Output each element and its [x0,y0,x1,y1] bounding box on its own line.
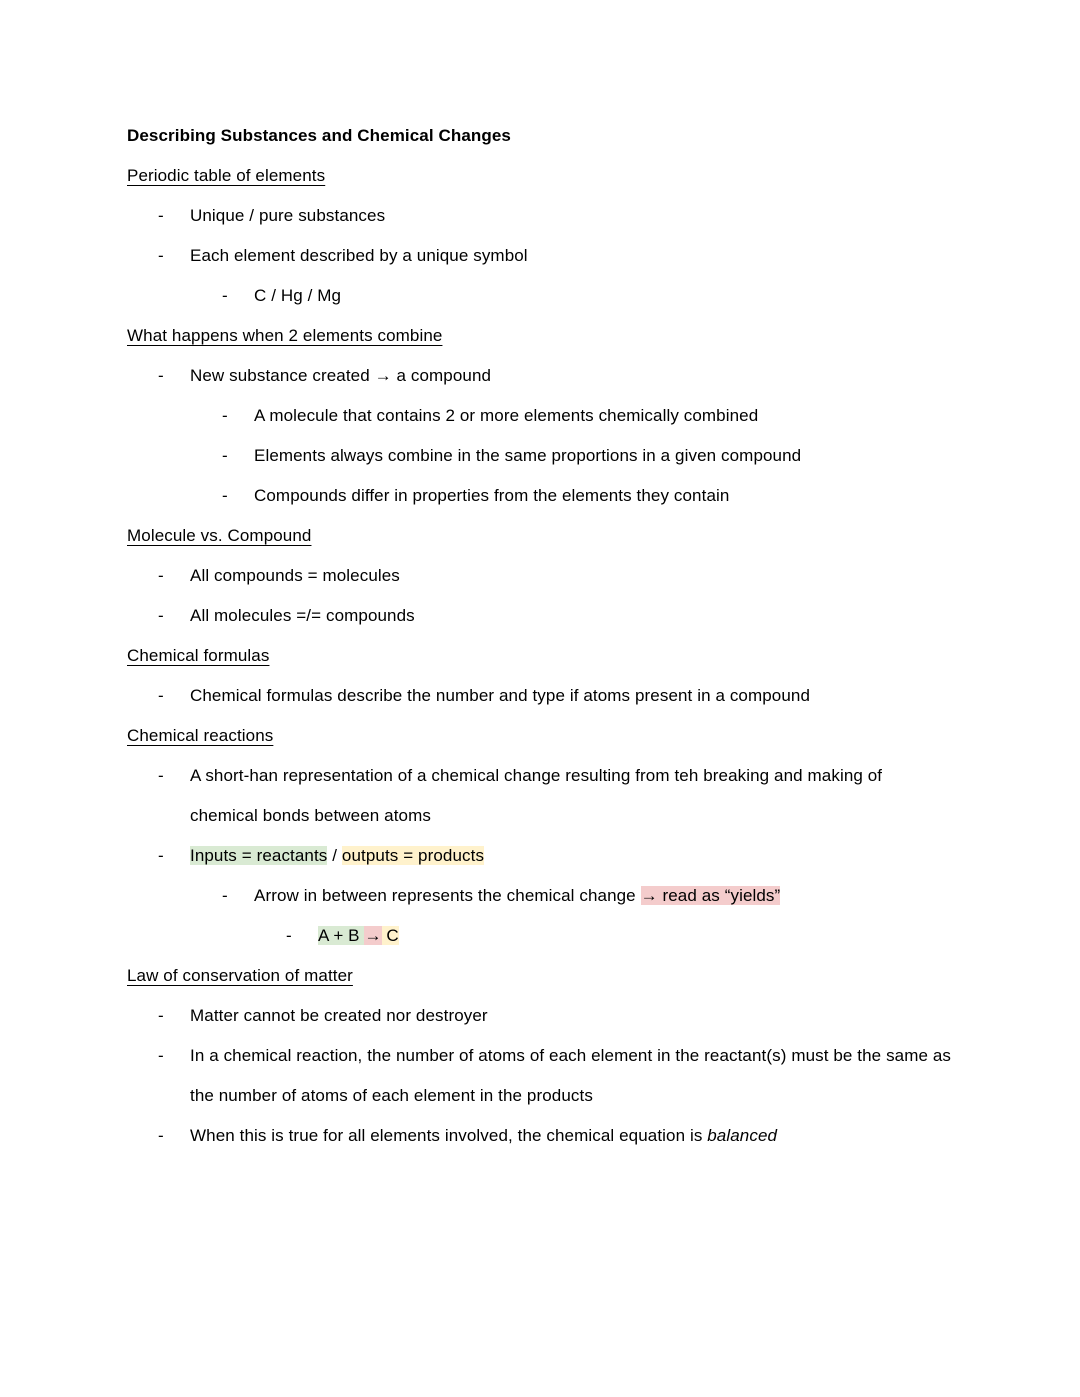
bullet-dash: - [222,486,228,505]
bullet-item [127,196,952,236]
bullet-dash: - [158,606,164,625]
section-heading [127,716,952,756]
bullet-dash: - [158,566,164,585]
text-segment: C / Hg / Mg [254,286,342,305]
bullet-item [127,356,952,396]
bullet-item [127,876,952,916]
bullet-item [127,276,952,316]
bullet-dash: - [158,366,164,385]
text-segment: Chemical formulas describe the number and type if atoms present in a compound [190,686,811,705]
bullet-item [127,916,952,956]
text-segment: Elements always combine in the same proportions in a given compound [254,446,802,465]
text-segment: Matter cannot be created nor destroyer [190,1006,488,1025]
text-run [190,836,952,876]
highlighted-text: → read as “yields” [640,886,781,905]
section-heading [127,316,952,356]
text-run [318,916,952,956]
bullet-dash: - [158,246,164,265]
text-run [254,396,952,436]
bullet-item [127,436,952,476]
section-heading [127,516,952,556]
document-title [127,116,952,156]
bullet-dash: - [222,286,228,305]
text-segment: / [327,846,342,865]
text-run [190,196,952,236]
bullet-dash: - [158,1126,164,1145]
text-segment: A molecule that contains 2 or more elements chemically combined [254,406,759,425]
text-run [190,596,952,636]
text-segment: All molecules =/= compounds [190,606,415,625]
text-segment: Periodic table of elements [127,166,326,185]
text-run [127,516,952,556]
text-segment: What happens when 2 elements combine [127,326,443,345]
section-heading [127,156,952,196]
text-run [127,116,952,156]
bullet-dash: - [222,446,228,465]
bullet-dash: - [158,686,164,705]
bullet-dash: - [158,846,164,865]
highlighted-text: C [381,926,399,945]
text-segment: Compounds differ in properties from the elements they contain [254,486,730,505]
text-segment: New substance created → a compound [190,366,492,385]
highlighted-text: outputs = products [341,846,485,865]
text-segment: When this is true for all elements involved, the chemical equation is [190,1126,708,1145]
bullet-item [127,1036,952,1116]
text-segment: In a chemical reaction, the number of atoms of each element in the reactant(s) must be the same as the number of atoms of each element in the products [190,1046,952,1105]
text-segment: Chemical formulas [127,646,270,665]
text-segment: Law of conservation of matter [127,966,353,985]
bullet-item [127,396,952,436]
text-run [190,236,952,276]
bullet-dash: - [222,406,228,425]
highlighted-text: Inputs = reactants [190,846,328,865]
bullet-item [127,996,952,1036]
text-segment: A short-han representation of a chemical change resulting from teh breaking and making of chemical bonds between atoms [190,766,883,825]
text-run [190,556,952,596]
bullet-dash: - [158,1046,164,1065]
text-run [190,1116,952,1156]
bullet-item [127,1116,952,1156]
text-run [127,316,952,356]
highlighted-text: A + B [318,926,365,945]
bullet-item [127,596,952,636]
text-run [190,756,952,836]
text-segment: Unique / pure substances [190,206,386,225]
text-run [127,636,952,676]
highlighted-text: → [364,926,382,945]
bullet-dash: - [158,206,164,225]
section-heading [127,956,952,996]
bullet-dash: - [158,1006,164,1025]
text-run [254,436,952,476]
text-segment: Chemical reactions [127,726,274,745]
bullet-item [127,676,952,716]
bullet-dash: - [158,766,164,785]
bullet-dash: - [286,926,292,945]
text-run [127,716,952,756]
text-segment: Arrow in between represents the chemical change [254,886,641,905]
text-run [254,276,952,316]
text-run [190,676,952,716]
bullet-item [127,756,952,836]
text-segment: Each element described by a unique symbol [190,246,528,265]
text-run [190,356,952,396]
bullet-item [127,836,952,876]
bullet-item [127,476,952,516]
text-run [254,876,952,916]
text-run [254,476,952,516]
text-segment: Molecule vs. Compound [127,526,312,545]
text-run [127,956,952,996]
bullet-item [127,236,952,276]
text-segment: Describing Substances and Chemical Changes [127,126,511,145]
text-run [127,156,952,196]
bullet-item [127,556,952,596]
text-run [190,1036,952,1116]
bullet-dash: - [222,886,228,905]
text-segment: All compounds = molecules [190,566,400,585]
text-run [190,996,952,1036]
text-segment: balanced [707,1126,778,1145]
section-heading [127,636,952,676]
